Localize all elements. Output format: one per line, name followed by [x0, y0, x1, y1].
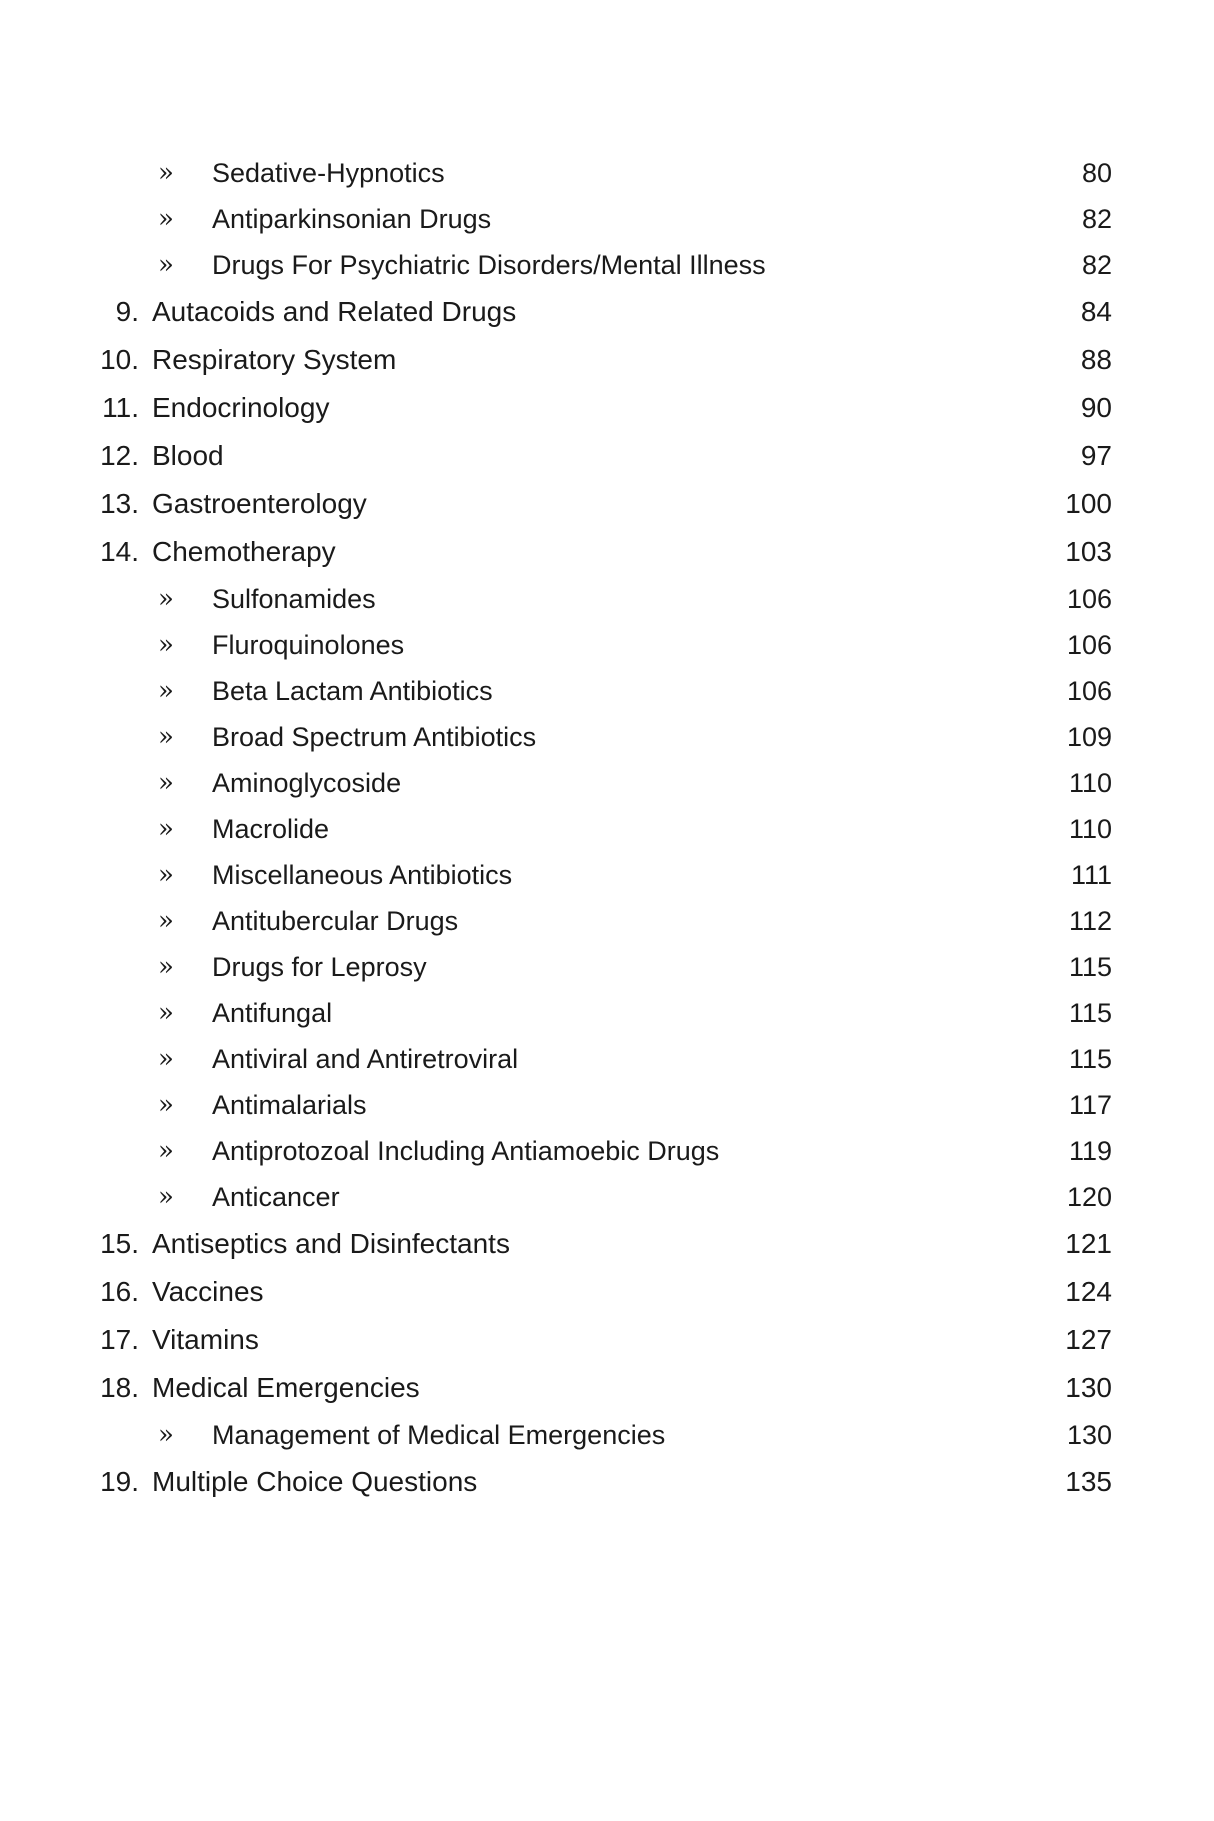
toc-subsection-row	[0, 153, 1214, 193]
chapter-title: Gastroenterology	[152, 488, 367, 519]
subsection-title: Miscellaneous Antibiotics	[212, 860, 513, 890]
chapter-title: Blood	[152, 440, 224, 471]
toc-subsection-row	[0, 1415, 1214, 1455]
page-number: 130	[1066, 1420, 1112, 1450]
subsection-title: Antifungal	[212, 998, 333, 1028]
page-number: 111	[1070, 860, 1112, 890]
toc-subsection-row	[0, 1131, 1214, 1171]
page-number: 84	[1080, 296, 1112, 327]
chapter-title: Autacoids and Related Drugs	[152, 296, 517, 327]
bullet-marker: »	[158, 1136, 174, 1166]
chapter-number: 10.	[100, 344, 139, 375]
page-number: 124	[1065, 1276, 1112, 1307]
page-number: 117	[1068, 1090, 1112, 1120]
page-number: 82	[1081, 204, 1112, 234]
chapter-title: Respiratory System	[152, 344, 397, 375]
chapter-title: Vaccines	[152, 1276, 264, 1307]
bullet-marker: »	[158, 860, 174, 890]
subsection-title: Aminoglycoside	[212, 768, 402, 798]
bullet-marker: »	[158, 630, 174, 660]
bullet-marker: »	[158, 1044, 174, 1074]
page-number: 80	[1081, 158, 1112, 188]
toc-subsection-row	[0, 579, 1214, 619]
toc-subsection-row	[0, 717, 1214, 757]
subsection-title: Management of Medical Emergencies	[212, 1420, 666, 1450]
bullet-marker: »	[158, 722, 174, 752]
chapter-title: Multiple Choice Questions	[152, 1466, 478, 1497]
toc-subsection-row	[0, 625, 1214, 665]
bullet-marker: »	[158, 584, 174, 614]
toc-subsection-row	[0, 1039, 1214, 1079]
toc-subsection-row	[0, 947, 1214, 987]
chapter-number: 16.	[100, 1276, 139, 1307]
toc-chapter-row	[0, 1224, 1214, 1264]
page-number: 115	[1068, 998, 1112, 1028]
page-number: 106	[1066, 676, 1112, 706]
bullet-marker: »	[158, 1420, 174, 1450]
bullet-marker: »	[158, 952, 174, 982]
chapter-title: Vitamins	[152, 1324, 259, 1355]
page-number: 106	[1066, 630, 1112, 660]
toc-subsection-row	[0, 245, 1214, 285]
bullet-marker: »	[158, 1182, 174, 1212]
chapter-number: 9.	[115, 296, 139, 327]
page-number: 119	[1068, 1136, 1112, 1166]
toc-subsection-row	[0, 993, 1214, 1033]
page-number: 82	[1081, 250, 1112, 280]
chapter-number: 13.	[100, 488, 139, 519]
page-number: 120	[1066, 1182, 1112, 1212]
toc-subsection-row	[0, 763, 1214, 803]
page-number: 88	[1080, 344, 1112, 375]
bullet-marker: »	[158, 1090, 174, 1120]
bullet-marker: »	[158, 998, 174, 1028]
page-number: 110	[1068, 768, 1112, 798]
toc-chapter-row	[0, 1272, 1214, 1312]
subsection-title: Sulfonamides	[212, 584, 376, 614]
bullet-marker: »	[158, 814, 174, 844]
page-number: 135	[1065, 1466, 1112, 1497]
subsection-title: Drugs For Psychiatric Disorders/Mental Illness	[212, 250, 766, 280]
page-number: 130	[1065, 1372, 1112, 1403]
subsection-title: Sedative-Hypnotics	[212, 158, 445, 188]
subsection-title: Broad Spectrum Antibiotics	[212, 722, 537, 752]
page-number: 115	[1068, 1044, 1112, 1074]
subsection-title: Beta Lactam Antibiotics	[212, 676, 493, 706]
chapter-number: 12.	[100, 440, 139, 471]
subsection-title: Drugs for Leprosy	[212, 952, 427, 982]
page-number: 127	[1065, 1324, 1112, 1355]
chapter-title: Chemotherapy	[152, 536, 336, 567]
toc-chapter-row	[0, 484, 1214, 524]
toc-subsection-row	[0, 671, 1214, 711]
chapter-title: Antiseptics and Disinfectants	[152, 1228, 510, 1259]
bullet-marker: »	[158, 676, 174, 706]
toc-chapter-row	[0, 532, 1214, 572]
subsection-title: Antiviral and Antiretroviral	[212, 1044, 519, 1074]
page-number: 110	[1068, 814, 1112, 844]
page-number: 106	[1066, 584, 1112, 614]
page-number: 121	[1065, 1228, 1112, 1259]
chapter-number: 15.	[100, 1228, 139, 1259]
subsection-title: Antimalarials	[212, 1090, 367, 1120]
subsection-title: Macrolide	[212, 814, 330, 844]
chapter-number: 18.	[100, 1372, 139, 1403]
chapter-number: 14.	[100, 536, 139, 567]
toc-chapter-row	[0, 292, 1214, 332]
toc-subsection-row	[0, 1085, 1214, 1125]
toc-chapter-row	[0, 1462, 1214, 1502]
page-number: 112	[1068, 906, 1112, 936]
subsection-title: Anticancer	[212, 1182, 340, 1212]
toc-subsection-row	[0, 199, 1214, 239]
chapter-number: 11.	[102, 392, 139, 423]
subsection-title: Fluroquinolones	[212, 630, 405, 660]
bullet-marker: »	[158, 158, 174, 188]
bullet-marker: »	[158, 250, 174, 280]
bullet-marker: »	[158, 906, 174, 936]
page-number: 103	[1065, 536, 1112, 567]
toc-subsection-row	[0, 855, 1214, 895]
toc-chapter-row	[0, 436, 1214, 476]
chapter-number: 19.	[100, 1466, 139, 1497]
bullet-marker: »	[158, 768, 174, 798]
page-number: 90	[1080, 392, 1112, 423]
toc-subsection-row	[0, 809, 1214, 849]
page-number: 97	[1080, 440, 1112, 471]
toc-chapter-row	[0, 1368, 1214, 1408]
page-number: 109	[1066, 722, 1112, 752]
bullet-marker: »	[158, 204, 174, 234]
toc-subsection-row	[0, 1177, 1214, 1217]
toc-chapter-row	[0, 1320, 1214, 1360]
chapter-title: Medical Emergencies	[152, 1372, 420, 1403]
subsection-title: Antiparkinsonian Drugs	[212, 204, 492, 234]
subsection-title: Antiprotozoal Including Antiamoebic Drugs	[212, 1136, 720, 1166]
toc-subsection-row	[0, 901, 1214, 941]
page-number: 100	[1065, 488, 1112, 519]
chapter-number: 17.	[100, 1324, 139, 1355]
page-number: 115	[1068, 952, 1112, 982]
toc-chapter-row	[0, 388, 1214, 428]
toc-chapter-row	[0, 340, 1214, 380]
subsection-title: Antitubercular Drugs	[212, 906, 459, 936]
chapter-title: Endocrinology	[152, 392, 330, 423]
